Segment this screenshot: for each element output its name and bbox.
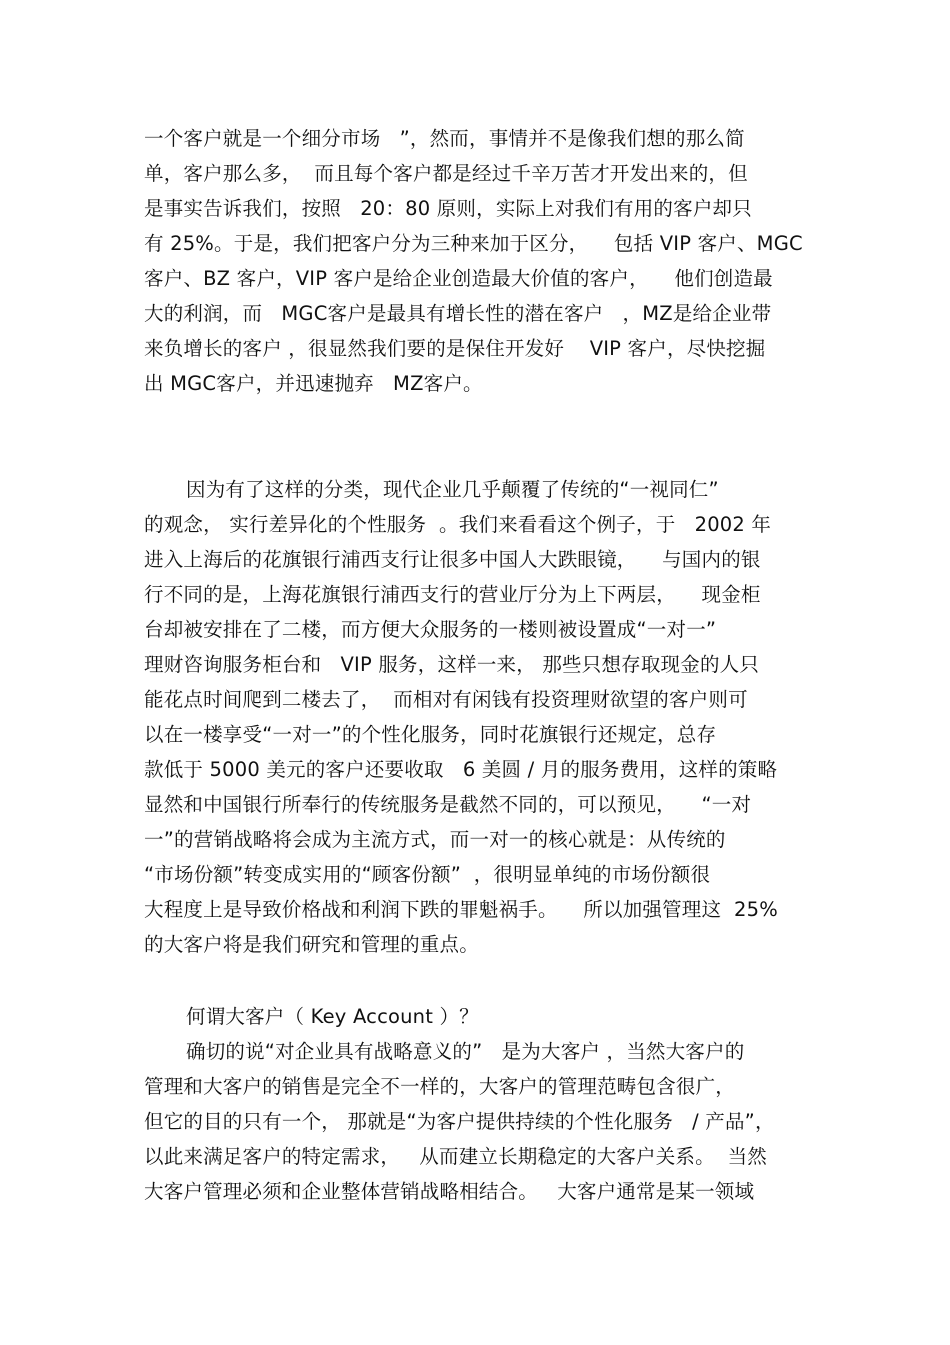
text-line: 一个客户就是一个细分市场 ”，然而，事情并不是像我们想的那么简 — [144, 127, 745, 150]
text-line: 以此来满足客户的特定需求， 从而建立长期稳定的大客户关系。 当然 — [144, 1145, 767, 1168]
text-line: 大的利润，而 MGC客户是最具有增长性的潜在客户 ，MZ是给企业带 — [144, 302, 772, 325]
text-line: 进入上海后的花旗银行浦西支行让很多中国人大跌眼镜， 与国内的银 — [144, 548, 761, 571]
text-line: 单，客户那么多， 而且每个客户都是经过千辛万苦才开发出来的，但 — [144, 162, 748, 185]
text-line: 大程度上是导致价格战和利润下跌的罪魁祸手。 所以加强管理这 25% — [144, 898, 778, 921]
text-line: 台却被安排在了二楼，而方便大众服务的一楼则被设置成“一对一” — [144, 618, 717, 641]
text-line: 以在一楼享受“一对一”的个性化服务，同时花旗银行还规定，总存 — [144, 723, 717, 746]
text-line: 但它的目的只有一个， 那就是“为客户提供持续的个性化服务 / 产品”， — [144, 1110, 775, 1133]
text-line: 来负增长的客户 ，很显然我们要的是保住开发好 VIP 客户，尽快挖掘 — [144, 337, 766, 360]
text-line: 出 MGC客户，并迅速抛弃 MZ客户。 — [144, 372, 483, 395]
text-line: 有 25%。于是，我们把客户分为三种来加于区分， 包括 VIP 客户、MGC — [144, 232, 803, 255]
text-line: 的观念， 实行差异化的个性服务 。我们来看看这个例子，于 2002 年 — [144, 513, 772, 536]
text-line: 客户、BZ 客户，VIP 客户是给企业创造最大价值的客户， 他们创造最 — [144, 267, 773, 290]
text-line: 何谓大客户（ Key Account ）？ — [186, 1005, 479, 1028]
text-line: 因为有了这样的分类，现代企业几乎颠覆了传统的“一视同仁” — [186, 478, 719, 501]
text-line: 管理和大客户的销售是完全不一样的，大客户的管理范畴包含很广， — [144, 1075, 736, 1098]
text-line: 一”的营销战略将会成为主流方式，而一对一的核心就是：从传统的 — [144, 828, 726, 851]
text-line: 显然和中国银行所奉行的传统服务是截然不同的，可以预见， “一对 — [144, 793, 752, 816]
text-line: 确切的说“对企业具有战略意义的” 是为大客户 ，当然大客户的 — [186, 1040, 745, 1063]
text-line: “市场份额”转变成实用的“顾客份额” ，很明显单纯的市场份额很 — [144, 863, 711, 886]
text-line: 大客户管理必须和企业整体营销战略相结合。 大客户通常是某一领域 — [144, 1180, 755, 1203]
text-line: 理财咨询服务柜台和 VIP 服务，这样一来， 那些只想存取现金的人只 — [144, 653, 760, 676]
text-line: 的大客户将是我们研究和管理的重点。 — [144, 933, 479, 956]
text-line: 行不同的是，上海花旗银行浦西支行的营业厅分为上下两层， 现金柜 — [144, 583, 761, 606]
text-line: 是事实告诉我们，按照 20：80 原则，实际上对我们有用的客户却只 — [144, 197, 752, 220]
text-line: 能花点时间爬到二楼去了， 而相对有闲钱有投资理财欲望的客户则可 — [144, 688, 748, 711]
text-line: 款低于 5000 美元的客户还要收取 6 美圆 / 月的服务费用，这样的策略 — [144, 758, 778, 781]
